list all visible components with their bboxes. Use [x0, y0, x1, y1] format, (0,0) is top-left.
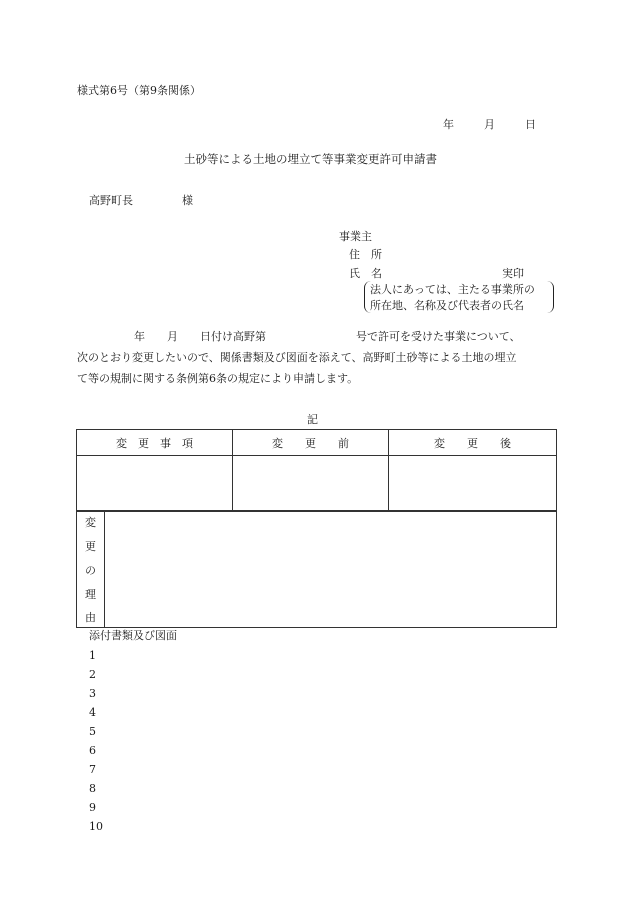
statement-line1 [77, 326, 557, 347]
statement-line3: て等の規制に関する条例第6条の規定により申請します。 [77, 372, 359, 385]
corporation-note [364, 281, 554, 313]
application-statement [77, 326, 557, 389]
attachment-item: 7 [89, 763, 96, 776]
addressee-honorific: 様 [182, 194, 193, 207]
attachment-item: 3 [89, 687, 96, 700]
applicant-seal-label: 実印 [502, 267, 524, 280]
changes-table-row [77, 456, 557, 512]
statement-permit-suffix: 号で許可を受けた事業について、 [356, 330, 521, 343]
statement-line2: 次のとおり変更したいので、関係書類及び図面を添えて、高野町土砂等による土地の埋立 [77, 351, 517, 364]
applicant-name-label: 氏 名 [349, 267, 382, 280]
reason-label-char: 理 [85, 588, 96, 601]
attachment-item: 10 [89, 820, 103, 833]
cell-after-change[interactable] [389, 456, 557, 512]
cell-change-item[interactable] [77, 456, 233, 512]
applicant-label: 事業主 [339, 230, 372, 243]
attachment-item: 4 [89, 706, 96, 719]
attachment-item: 9 [89, 801, 96, 814]
form-number: 様式第6号（第9条関係） [77, 84, 201, 97]
header-change-item: 変 更 事 項 [77, 430, 233, 456]
date-day-label: 日 [525, 118, 536, 131]
reason-label-char: 由 [85, 611, 96, 624]
changes-table [76, 429, 557, 512]
header-before-change: 変 更 前 [233, 430, 389, 456]
header-after-change: 変 更 後 [389, 430, 557, 456]
date-line [443, 118, 536, 132]
statement-permit-prefix: 日付け高野第 [200, 330, 266, 343]
applicant-address-label: 住 所 [349, 248, 382, 261]
reason-label [77, 511, 105, 627]
reason-label-char: の [85, 564, 96, 577]
document-title: 土砂等による土地の埋立て等事業変更許可申請書 [184, 152, 437, 166]
attachment-item: 2 [89, 668, 96, 681]
reason-label-char: 更 [85, 540, 96, 553]
reason-label-char: 変 [85, 516, 96, 529]
attachment-item: 1 [89, 649, 96, 662]
changes-table-header [77, 430, 557, 456]
addressee [89, 194, 193, 208]
date-month-label: 月 [484, 118, 495, 131]
corporation-note-line1: 法人にあっては、主たる事業所の [370, 283, 535, 296]
reason-box[interactable] [76, 510, 557, 628]
attachment-item: 6 [89, 744, 96, 757]
attachment-item: 5 [89, 725, 96, 738]
addressee-name: 高野町長 [89, 194, 133, 207]
ki-heading: 記 [307, 413, 318, 426]
date-year-label: 年 [443, 118, 454, 131]
corporation-note-line2: 所在地、名称及び代表者の氏名 [370, 299, 524, 312]
attachment-item: 8 [89, 782, 96, 795]
cell-before-change[interactable] [233, 456, 389, 512]
attachments-title: 添付書類及び図面 [89, 629, 177, 642]
statement-year: 年 [134, 330, 145, 343]
statement-month: 月 [167, 330, 178, 343]
